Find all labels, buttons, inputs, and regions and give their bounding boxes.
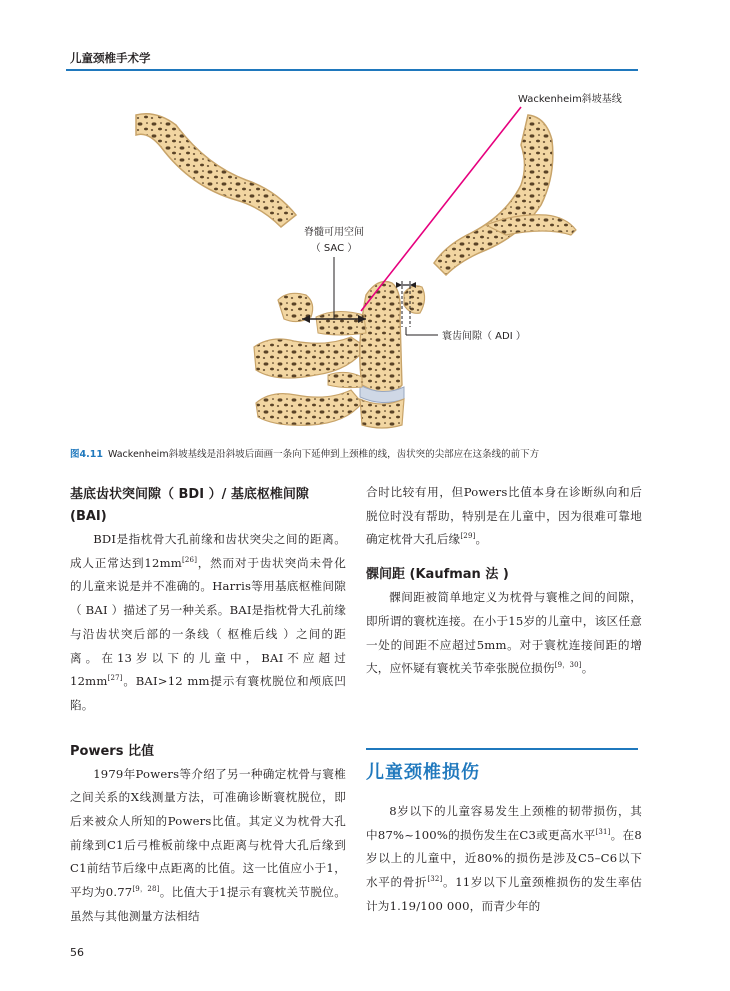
anatomy-illustration	[66, 85, 638, 440]
paragraph-powers-cont: 合时比较有用，但Powers比值本身在诊断纵向和后脱位时没有帮助，特别是在儿童中，因为很难可靠地确定枕骨大孔后缘[29]。	[366, 485, 642, 547]
dens-c2-body	[360, 282, 402, 394]
figure-wackenheim	[66, 85, 638, 440]
c2-posterior	[254, 337, 366, 378]
page-number: 56	[70, 946, 84, 959]
c3-body	[360, 399, 404, 428]
paragraph-pediatric-injury: 8岁以下的儿童容易发生上颈椎的韧带损伤，其中87%~100%的损伤发生在C3或更高水平[31]。在8岁以上的儿童中，近80%的损伤是涉及C5–C6以下水平的骨折[32]。11岁以下儿童颈椎损伤的发生率估计为1.19/100 000，而青少年的	[366, 804, 642, 913]
paragraph-kaufman: 髁间距被简单地定义为枕骨与寰椎之间的间隙，即所谓的寰枕连接。在小于15岁的儿童中，该区任意一处的间距不应超过5mm。对于寰枕连接间距的增大，应怀疑有寰枕关节牵张脱位损伤[9，30]。	[366, 590, 642, 676]
citation: [29]	[460, 532, 476, 541]
wackenheim-label: Wackenheim斜坡基线	[518, 94, 622, 105]
atlas-anterior-arch	[404, 286, 425, 313]
adi-label: 寰齿间隙（ ADI ）	[442, 331, 526, 342]
paragraph-powers: 1979年Powers等介绍了另一种确定枕骨与寰椎之间关系的X线测量方法，可准确诊断寰枕脱位，即后来被众人所知的Powers比值。其定义为枕骨大孔前缘到C1后弓椎板前缘中点距离与枕骨大孔后缘到C1前结节后缘中点距离的比值。这一比值应小于1，平均为0.77[9，28]。比值大于1提示有寰枕关节脱位。虽然与其他测量方法相结	[70, 766, 347, 923]
citation: [9，28]	[132, 885, 160, 894]
c2-pedicle	[328, 372, 362, 387]
running-header: 儿童颈椎手术学	[70, 51, 151, 65]
left-column	[70, 484, 346, 929]
heading-powers: Powers 比值	[70, 743, 154, 759]
adi-arrowhead-left	[396, 282, 402, 288]
heading-bdi-line2: (BAI)	[70, 509, 107, 524]
citation: [9，30]	[554, 661, 582, 670]
right-column	[366, 484, 642, 681]
heading-bdi-line1: 基底齿状突间隙（ BDI ）/ 基底枢椎间隙	[70, 487, 309, 502]
lateral-mass	[316, 311, 366, 335]
section-body	[366, 800, 642, 919]
figure-caption	[70, 446, 640, 460]
occipital-bone	[136, 114, 296, 227]
citation: [26]	[181, 555, 198, 564]
citation: [27]	[107, 674, 123, 683]
citation: [31]	[595, 827, 611, 836]
paragraph-bdi: BDI是指枕骨大孔前缘和齿状突尖之间的距离。成人正常达到12mm[26]，然而对于齿状突尚未骨化的儿童来说是并不准确的。Harris等用基底枢椎间隙（ BAI ）描述了另一种关系。BAI是指枕骨大孔前缘与沿齿状突后部的一条线（ 枢椎后线 ）之间的距离。在13岁以下的儿童中，BAI不应超过12mm[27]。BAI>12 mm提示有寰枕脱位和颅底凹陷。	[70, 532, 346, 712]
header-rule	[66, 69, 638, 71]
wackenheim-line	[361, 107, 521, 311]
sac-label-line1: 脊髓可用空间	[304, 227, 364, 238]
sac-label-line2: （ SAC ）	[310, 243, 358, 254]
figure-caption-text: Wackenheim斜坡基线是沿斜坡后面画一条向下延伸到上颈椎的线，齿状突的尖部应在这条线的前下方	[107, 449, 540, 460]
section-title: 儿童颈椎损伤	[366, 762, 480, 783]
section-heading-pediatric-injury	[366, 748, 638, 784]
section-rule	[366, 748, 638, 750]
heading-kaufman: 髁间距 (Kaufman 法 )	[366, 567, 509, 583]
figure-number: 图4.11	[70, 449, 103, 460]
c3-posterior	[256, 390, 362, 425]
citation: [32]	[427, 875, 443, 884]
